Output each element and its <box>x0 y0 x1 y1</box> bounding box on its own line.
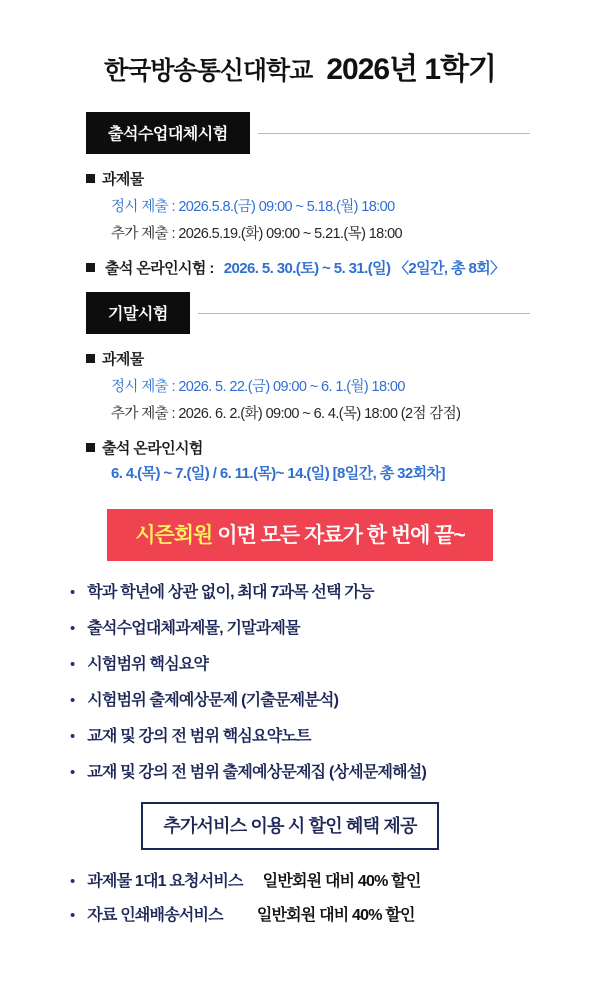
list-item <box>70 759 600 782</box>
benefit-text: 출석수업대체과제물, 기말과제물 <box>87 620 300 637</box>
list-item <box>70 868 600 891</box>
benefit-text: 시험범위 핵심요약 <box>87 656 209 673</box>
online-exam-label: 출석 온라인시험 : <box>105 260 214 277</box>
section-divider <box>258 133 530 134</box>
dot-bullet-icon: • <box>70 873 76 890</box>
online-exam-value: 6. 4.(목) ~ 7.(일) / 6. 11.(목)~ 14.(일) [8일간, 총 32회차] <box>111 465 445 482</box>
assignment-ontime-text: 정시 제출 : 2026.5.8.(금) 09:00 ~ 5.18.(월) 18:00 <box>111 199 395 215</box>
service-name: 자료 인쇄배송서비스 <box>87 907 223 924</box>
dot-bullet-icon: • <box>70 728 76 745</box>
assignment-heading <box>86 168 560 189</box>
service-name: 과제물 1대1 요청서비스 <box>87 873 243 890</box>
online-exam-label: 출석 온라인시험 <box>102 440 203 457</box>
page-header <box>0 0 600 98</box>
membership-banner-wrap <box>0 509 600 561</box>
assignment-late-text: 추가 제출 : 2026.5.19.(화) 09:00 ~ 5.21.(목) 18:00 <box>111 226 403 242</box>
online-exam-heading <box>86 437 560 458</box>
dot-bullet-icon: • <box>70 692 76 709</box>
assignment-heading <box>86 348 560 369</box>
section-bar-row <box>0 292 600 334</box>
section-title-badge: 출석수업대체시험 <box>86 112 250 154</box>
section-bar-row <box>0 112 600 154</box>
list-item <box>70 651 600 674</box>
assignment-ontime-text: 정시 제출 : 2026. 5. 22.(금) 09:00 ~ 6. 1.(월) 18:00 <box>111 379 405 395</box>
membership-banner-rest: 이면 모든 자료가 한 번에 끝~ <box>212 524 465 547</box>
section-attendance-exam <box>0 112 600 278</box>
list-item <box>70 615 600 638</box>
section-title-badge: 기말시험 <box>86 292 190 334</box>
university-name: 한국방송통신대학교 <box>103 57 313 85</box>
online-exam-value: 2026. 5. 30.(토) ~ 5. 31.(일) 〈2일간, 총 8회〉 <box>223 260 505 277</box>
square-bullet-icon <box>86 174 95 183</box>
service-list <box>0 868 600 925</box>
membership-banner-highlight: 시즌회원 <box>135 524 213 547</box>
assignment-label: 과제물 <box>102 171 144 188</box>
list-item <box>70 902 600 925</box>
assignment-block <box>0 348 600 423</box>
square-bullet-icon <box>86 263 95 272</box>
extra-service-box-wrap <box>0 802 600 850</box>
dot-bullet-icon: • <box>70 584 76 601</box>
dot-bullet-icon: • <box>70 907 76 924</box>
benefit-text: 시험범위 출제예상문제 (기출문제분석) <box>87 692 339 709</box>
section-final-exam <box>0 292 600 483</box>
online-exam-heading <box>86 257 560 278</box>
benefit-list <box>0 579 600 782</box>
page-title: 2026년 1학기 <box>326 53 497 86</box>
online-exam-block <box>0 257 600 278</box>
list-item <box>70 723 600 746</box>
service-discount: 일반회원 대비 40% 할인 <box>256 907 415 924</box>
assignment-label: 과제물 <box>102 351 144 368</box>
service-discount: 일반회원 대비 40% 할인 <box>262 873 421 890</box>
dot-bullet-icon: • <box>70 620 76 637</box>
benefit-text: 교재 및 강의 전 범위 출제예상문제집 (상세문제해설) <box>87 764 426 781</box>
list-item <box>70 687 600 710</box>
square-bullet-icon <box>86 354 95 363</box>
square-bullet-icon <box>86 443 95 452</box>
benefit-text: 교재 및 강의 전 범위 핵심요약노트 <box>87 728 311 745</box>
extra-service-box: 추가서비스 이용 시 할인 혜택 제공 <box>141 802 438 850</box>
section-divider <box>198 313 530 314</box>
assignment-block <box>0 168 600 243</box>
dot-bullet-icon: • <box>70 764 76 781</box>
online-exam-block <box>0 437 600 483</box>
list-item <box>70 579 600 602</box>
header-line <box>0 44 600 88</box>
dot-bullet-icon: • <box>70 656 76 673</box>
assignment-late-text: 추가 제출 : 2026. 6. 2.(화) 09:00 ~ 6. 4.(목) 18:00 (2점 감점) <box>111 406 461 422</box>
benefit-text: 학과 학년에 상관 없이, 최대 7과목 선택 가능 <box>87 584 374 601</box>
membership-banner <box>107 509 493 561</box>
